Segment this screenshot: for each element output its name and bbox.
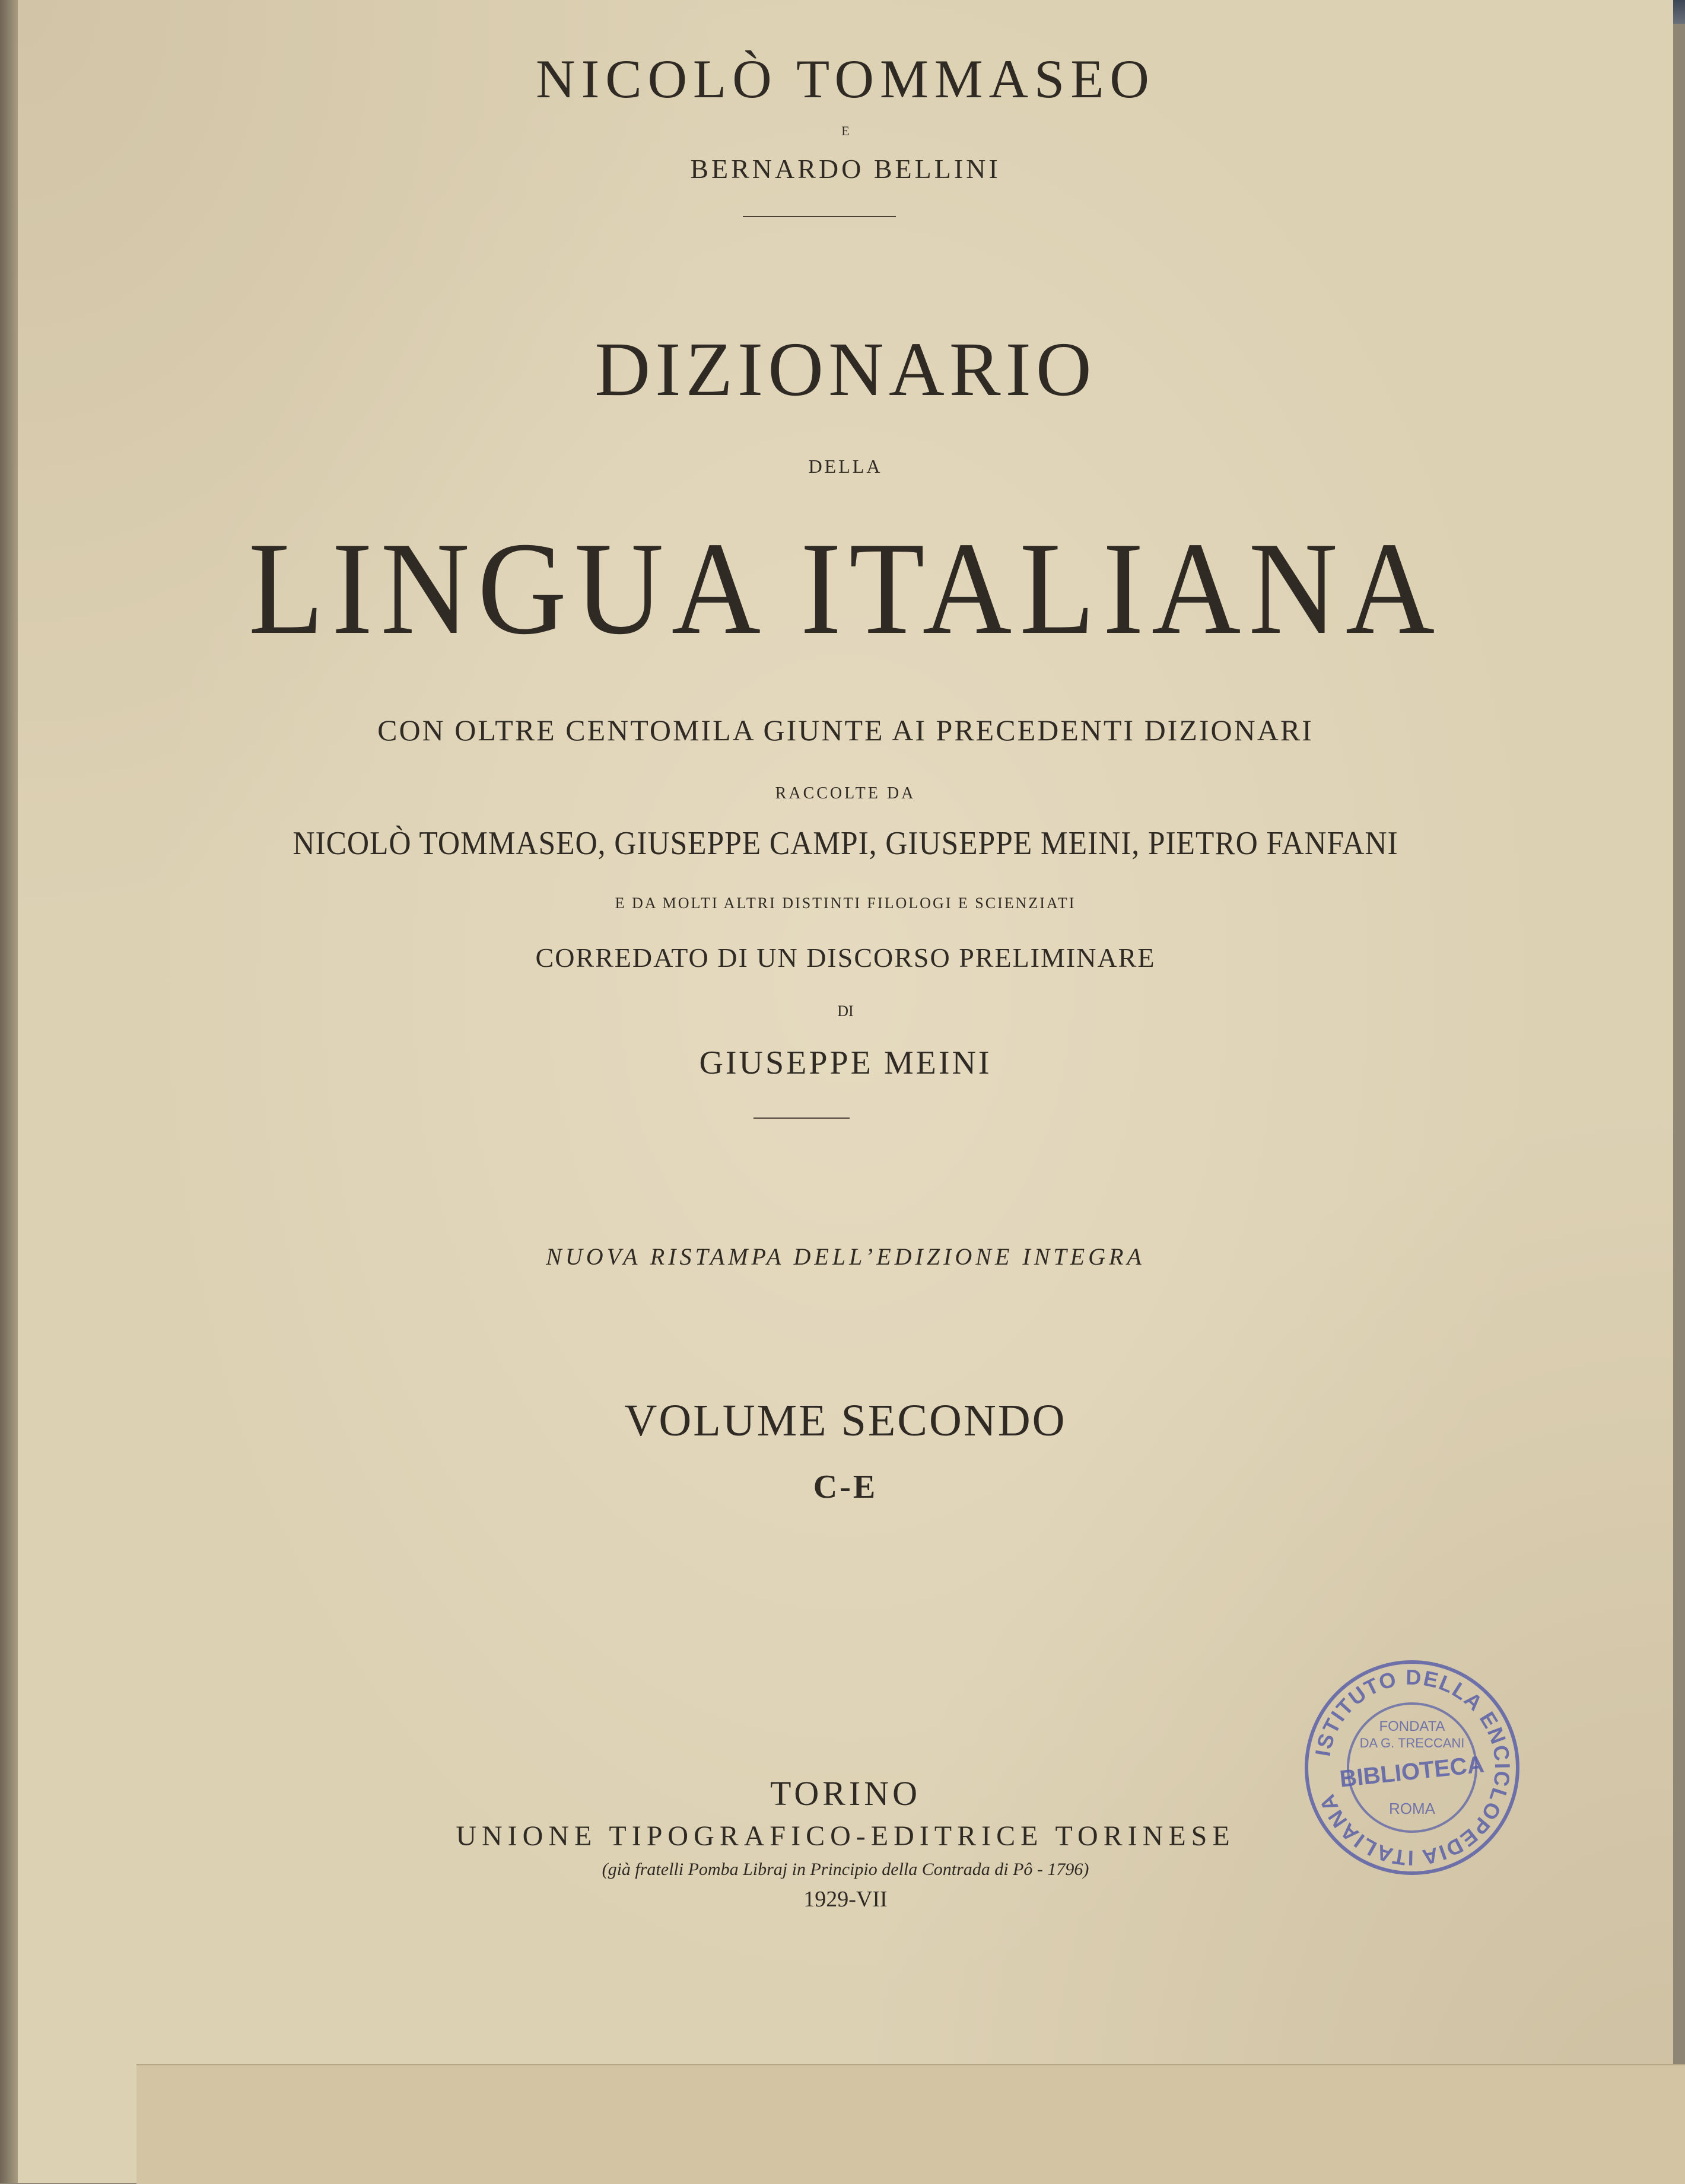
imprint-publisher-note: (già fratelli Pomba Libraj in Principio della Contrada di Pô - 1796) [602, 1860, 1089, 1879]
coauthor-name: BERNARDO BELLINI [690, 154, 1001, 184]
title-page [18, 0, 1673, 2183]
svg-text:BIBLIOTECA: BIBLIOTECA [1338, 1751, 1486, 1793]
page-binding-edge [0, 0, 18, 2183]
svg-text:ISTITUTO DELLA ENCICLOPEDIA IT: ISTITUTO DELLA ENCICLOPEDIA ITALIANA [1310, 1664, 1515, 1871]
collectors-list: NICOLÒ TOMMASEO, GIUSEPPE CAMPI, GIUSEPPE MEINI, PIETRO FANFANI [293, 825, 1398, 862]
imprint-city: TORINO [770, 1774, 921, 1813]
volume-label: VOLUME SECONDO [624, 1396, 1067, 1446]
subtitle: CON OLTRE CENTOMILA GIUNTE AI PRECEDENTI DIZIONARI [377, 714, 1314, 747]
edition-note: NUOVA RISTAMPA DELL’EDIZIONE INTEGRA [546, 1243, 1145, 1270]
divider-rule-middle [754, 1118, 850, 1119]
flyleaf-edge [136, 2064, 1685, 2184]
letter-range: C-E [813, 1469, 878, 1505]
imprint-year: 1929-VII [803, 1887, 888, 1912]
conjunction: E [841, 123, 850, 138]
svg-text:FONDATA: FONDATA [1379, 1718, 1445, 1734]
svg-text:ROMA: ROMA [1389, 1800, 1435, 1817]
library-stamp [1299, 1655, 1525, 1880]
title-della: DELLA [808, 456, 883, 477]
svg-text:DA G. TRECCANI: DA G. TRECCANI [1359, 1736, 1465, 1750]
author-name: NICOLÒ TOMMASEO [536, 49, 1155, 109]
title-dizionario: DIZIONARIO [594, 327, 1096, 412]
preliminary-discourse-line: CORREDATO DI UN DISCORSO PRELIMINARE [535, 943, 1156, 973]
collected-by-label: RACCOLTE DA [775, 784, 916, 803]
title-lingua-italiana: LINGUA ITALIANA [248, 515, 1443, 662]
others-line: E DA MOLTI ALTRI DISTINTI FILOLOGI E SCIENZIATI [615, 894, 1076, 912]
by-label: DI [837, 1002, 854, 1020]
divider-rule-top [743, 216, 896, 217]
imprint-publisher: UNIONE TIPOGRAFICO-EDITRICE TORINESE [456, 1820, 1235, 1852]
discourse-author: GIUSEPPE MEINI [699, 1045, 992, 1081]
